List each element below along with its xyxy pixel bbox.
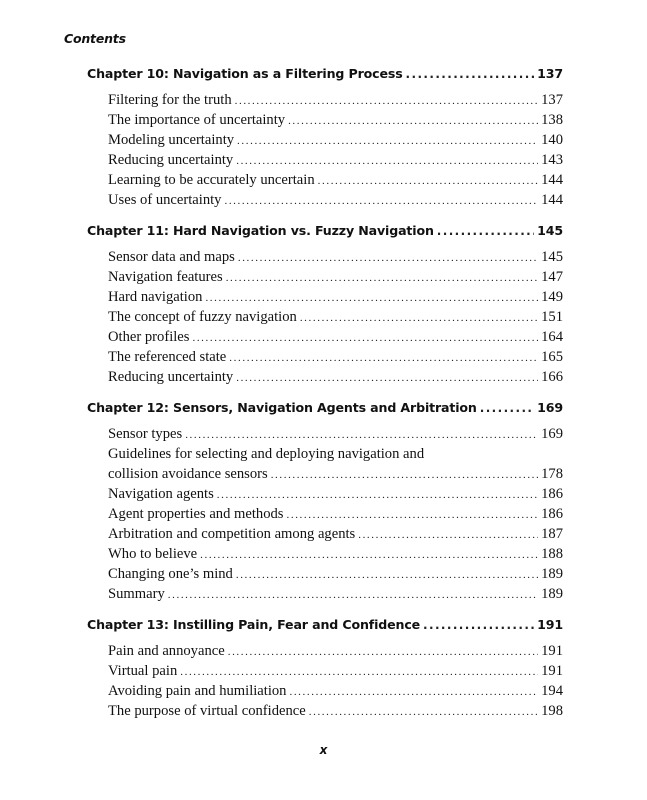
dot-leader	[168, 585, 538, 605]
entry-title: Learning to be accurately uncertain	[108, 172, 315, 188]
dot-leader	[271, 465, 538, 485]
page-number: 194	[541, 683, 563, 699]
toc-entry[interactable]	[87, 504, 563, 524]
page-number: 151	[541, 309, 563, 325]
page-number: 144	[541, 172, 563, 188]
toc-entry[interactable]	[87, 150, 563, 170]
toc-entry[interactable]	[87, 190, 563, 210]
toc-entry[interactable]	[87, 347, 563, 367]
page-number: 186	[541, 486, 563, 502]
page-number: 137	[541, 92, 563, 108]
dot-leader	[224, 191, 538, 211]
entry-title: The referenced state	[108, 349, 227, 365]
toc-entry[interactable]	[87, 661, 563, 681]
page-number: 169	[537, 400, 563, 415]
page-number: 198	[541, 703, 563, 719]
page-number: 169	[541, 426, 563, 442]
entry-title: Reducing uncertainty	[108, 369, 234, 385]
chapter-title: Chapter 12: Sensors, Navigation Agents and Arbitration	[87, 400, 477, 415]
dot-leader	[309, 702, 538, 722]
page-number: 178	[541, 466, 563, 482]
page-number: 165	[541, 349, 563, 365]
toc-entry[interactable]	[87, 287, 563, 307]
page-number: 137	[537, 66, 563, 81]
chapter-title: Chapter 13: Instilling Pain, Fear and Confidence	[87, 617, 421, 632]
page-number: 188	[541, 546, 563, 562]
dot-leader	[192, 328, 538, 348]
dot-leader	[217, 485, 538, 505]
toc-entry[interactable]	[87, 564, 563, 584]
page-number: 147	[541, 269, 563, 285]
entry-title: Sensor data and maps	[108, 249, 235, 265]
chapter-13	[87, 613, 563, 721]
entry-title: Avoiding pain and humiliation	[108, 683, 287, 699]
dot-leader	[205, 288, 538, 308]
toc-entry[interactable]	[87, 327, 563, 347]
entry-title: Virtual pain	[108, 663, 178, 679]
running-head: Contents	[64, 31, 126, 46]
dot-leader	[180, 662, 538, 682]
toc-entry[interactable]	[87, 170, 563, 190]
toc-entry[interactable]	[87, 90, 563, 110]
chapter-title: Chapter 11: Hard Navigation vs. Fuzzy Navigation	[87, 223, 434, 238]
dot-leader	[358, 525, 538, 545]
entry-title: Modeling uncertainty	[108, 132, 235, 148]
dot-leader	[228, 642, 538, 662]
toc-entry[interactable]	[87, 367, 563, 387]
entry-title: Navigation features	[108, 269, 223, 285]
toc-entry[interactable]	[87, 307, 563, 327]
page-number: 144	[541, 192, 563, 208]
page-number: 140	[541, 132, 563, 148]
dot-leader	[480, 396, 534, 420]
dot-leader	[437, 219, 534, 243]
entry-title: Agent properties and methods	[108, 506, 284, 522]
entry-title: Sensor types	[108, 426, 183, 442]
dot-leader	[229, 348, 538, 368]
page-number: 191	[541, 663, 563, 679]
entry-title: Uses of uncertainty	[108, 192, 222, 208]
page-number: 189	[541, 586, 563, 602]
entry-title: Reducing uncertainty	[108, 152, 234, 168]
entry-title: Navigation agents	[108, 486, 214, 502]
toc-entry[interactable]	[87, 641, 563, 661]
page-number: 149	[541, 289, 563, 305]
page-number: 145	[537, 223, 563, 238]
entry-title: The purpose of virtual confidence	[108, 703, 306, 719]
toc-entry[interactable]	[87, 524, 563, 544]
toc-entry[interactable]	[87, 544, 563, 564]
chapter-heading[interactable]	[87, 219, 563, 243]
page-number: 166	[541, 369, 563, 385]
dot-leader	[185, 425, 538, 445]
page-number: 191	[537, 617, 563, 632]
dot-leader	[288, 111, 538, 131]
entry-title: Who to believe	[108, 546, 198, 562]
toc-entry[interactable]	[87, 130, 563, 150]
dot-leader	[236, 151, 538, 171]
chapter-title: Chapter 10: Navigation as a Filtering Process	[87, 66, 403, 81]
toc-entry[interactable]	[87, 464, 563, 484]
dot-leader	[237, 131, 538, 151]
toc-entry[interactable]	[87, 110, 563, 130]
page-number: 187	[541, 526, 563, 542]
entry-title: Filtering for the truth	[108, 92, 232, 108]
entry-title: collision avoidance sensors	[108, 466, 268, 482]
entry-title: The importance of uncertainty	[108, 112, 286, 128]
dot-leader	[287, 505, 539, 525]
chapter-heading[interactable]	[87, 613, 563, 637]
entry-title: Changing one’s mind	[108, 566, 233, 582]
page-number: 143	[541, 152, 563, 168]
page-number: 145	[541, 249, 563, 265]
entry-title: Hard navigation	[108, 289, 203, 305]
page-number: 186	[541, 506, 563, 522]
entry-title: Pain and annoyance	[108, 643, 225, 659]
toc-entry[interactable]	[87, 681, 563, 701]
dot-leader	[300, 308, 538, 328]
page-number: 191	[541, 643, 563, 659]
dot-leader	[238, 248, 538, 268]
toc-entry[interactable]	[87, 701, 563, 721]
toc-entry[interactable]	[87, 424, 563, 444]
dot-leader	[226, 268, 538, 288]
chapter-11	[87, 219, 563, 387]
dot-leader	[236, 565, 538, 585]
chapter-10	[87, 62, 563, 210]
entry-title: The concept of fuzzy navigation	[108, 309, 297, 325]
entry-title: Other profiles	[108, 329, 190, 345]
dot-leader	[406, 62, 535, 86]
dot-leader	[423, 613, 534, 637]
chapter-heading[interactable]	[87, 62, 563, 86]
page-number: 189	[541, 566, 563, 582]
chapter-heading[interactable]	[87, 396, 563, 420]
dot-leader	[200, 545, 538, 565]
dot-leader	[235, 91, 538, 111]
entry-title: Arbitration and competition among agents	[108, 526, 356, 542]
dot-leader	[318, 171, 538, 191]
toc-entry-first-line[interactable]: Guidelines for selecting and deploying navigation and	[108, 446, 425, 462]
toc-entry[interactable]	[87, 484, 563, 504]
page-number: 164	[541, 329, 563, 345]
page-number: 138	[541, 112, 563, 128]
toc-entry[interactable]	[87, 267, 563, 287]
entry-title: Summary	[108, 586, 165, 602]
dot-leader	[236, 368, 538, 388]
chapter-12	[87, 396, 563, 604]
dot-leader	[289, 682, 538, 702]
page-folio: x	[319, 743, 328, 757]
toc-entry[interactable]	[87, 247, 563, 267]
table-of-contents	[87, 62, 563, 730]
toc-entry[interactable]	[87, 584, 563, 604]
